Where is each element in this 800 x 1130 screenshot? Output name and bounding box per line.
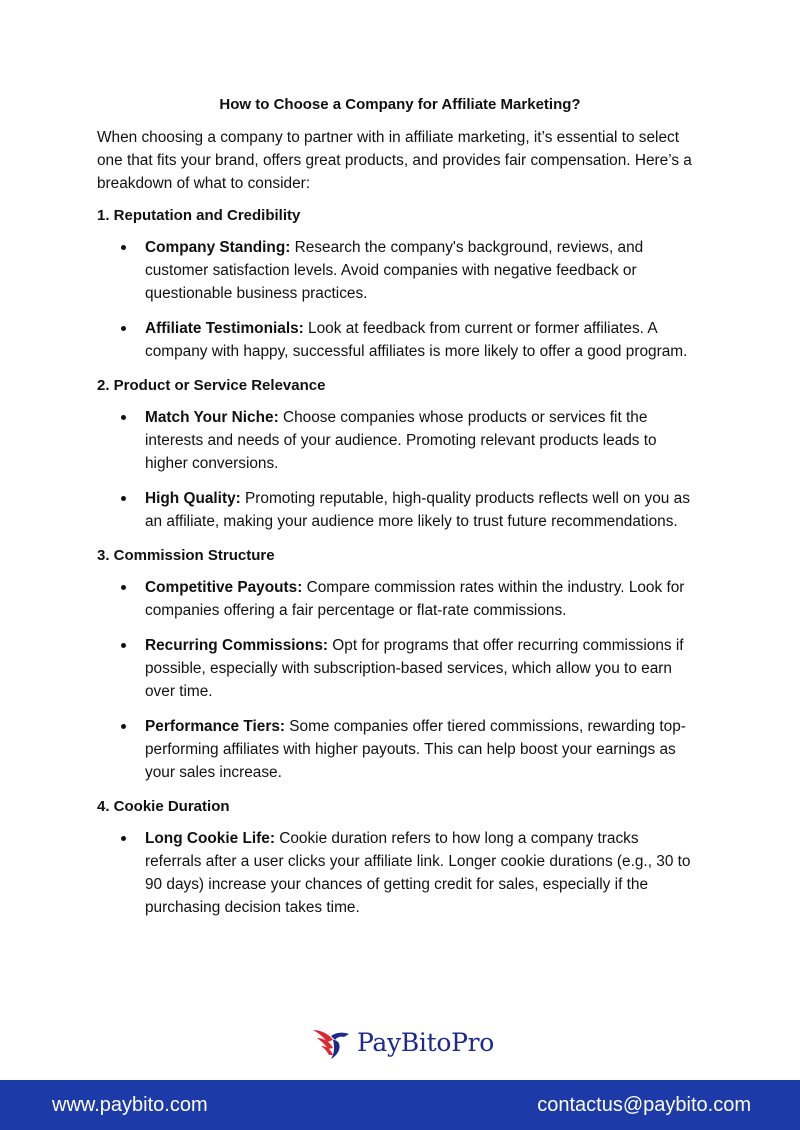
section-heading: 2. Product or Service Relevance (97, 377, 326, 394)
paybitopro-logo (311, 1020, 501, 1064)
item-term: Company Standing: (145, 239, 291, 256)
section-heading: 1. Reputation and Credibility (97, 207, 301, 224)
item-text: Research the company's background, reviews, and customer satisfaction levels. Avoid companies with negative feedback or questionable business practices. (145, 239, 644, 302)
intro-paragraph: When choosing a company to partner with in affiliate marketing, it’s essential to select one that fits your brand, offers great products, and provides fair compensation. Here’s a breakdown of what to consider: (97, 129, 692, 192)
item-text: Cookie duration refers to how long a company tracks referrals after a user clicks your affiliate link. Longer cookie durations (e.g., 30 to 90 days) increase your chances of getting credit for sales, especially if the purchasing decision takes time. (145, 830, 691, 916)
document-title: How to Choose a Company for Affiliate Marketing? (219, 96, 581, 113)
email-link[interactable]: contactus@paybito.com (537, 1093, 751, 1116)
bullet-icon (121, 326, 126, 331)
bullet-icon (121, 415, 126, 420)
bullet-icon (121, 585, 126, 590)
list-item (97, 576, 697, 622)
item-text: Promoting reputable, high-quality products reflects well on you as an affiliate, making your audience more likely to trust future recommendations. (145, 490, 690, 530)
item-text: Opt for programs that offer recurring commissions if possible, especially with subscription-based services, which allow you to earn over time. (145, 637, 684, 700)
list-item (97, 236, 697, 305)
bullet-list (97, 827, 697, 919)
list-item (97, 406, 697, 475)
bullet-icon (121, 643, 126, 648)
item-term: High Quality: (145, 490, 241, 507)
item-text: Some companies offer tiered commissions, rewarding top-performing affiliates with higher payouts. This can help boost your earnings as your sales increase. (145, 718, 686, 781)
item-text: Choose companies whose products or services fit the interests and needs of your audience. Promoting relevant products leads to higher conversions. (145, 409, 657, 472)
item-text: Look at feedback from current or former affiliates. A company with happy, successful affiliates is more likely to offer a good program. (145, 320, 688, 360)
bullet-list (97, 406, 697, 533)
sections-container (97, 205, 697, 919)
logo-wordmark: PayBitoPro (357, 1027, 495, 1057)
list-item (97, 634, 697, 703)
bullet-list (97, 576, 697, 784)
item-term: Competitive Payouts: (145, 579, 303, 596)
section-heading: 4. Cookie Duration (97, 798, 230, 815)
item-term: Affiliate Testimonials: (145, 320, 304, 337)
item-text: Compare commission rates within the industry. Look for companies offering a fair percentage or flat-rate commissions. (145, 579, 685, 619)
item-term: Recurring Commissions: (145, 637, 329, 654)
bullet-icon (121, 496, 126, 501)
eagle-logo-icon (311, 1024, 351, 1060)
bullet-icon (121, 245, 126, 250)
list-item (97, 487, 697, 533)
item-term: Match Your Niche: (145, 409, 279, 426)
bullet-icon (121, 836, 126, 841)
website-link[interactable]: www.paybito.com (52, 1093, 208, 1116)
footer-bar (0, 1080, 800, 1130)
bullet-list (97, 236, 697, 363)
item-term: Long Cookie Life: (145, 830, 275, 847)
list-item (97, 827, 697, 919)
item-term: Performance Tiers: (145, 718, 286, 735)
bullet-icon (121, 724, 126, 729)
document-content (97, 94, 697, 931)
list-item (97, 715, 697, 784)
section-heading: 3. Commission Structure (97, 547, 275, 564)
list-item (97, 317, 697, 363)
